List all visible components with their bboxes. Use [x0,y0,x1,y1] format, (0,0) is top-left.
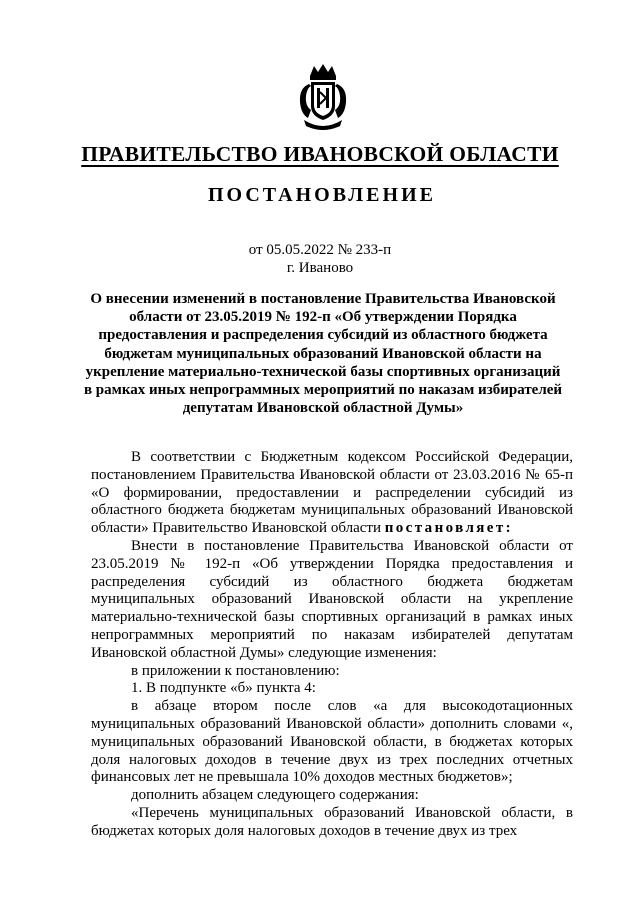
preamble-paragraph [91,449,573,538]
document-city: г. Иваново [286,260,354,276]
organization-title: ПРАВИТЕЛЬСТВО ИВАНОВСКОЙ ОБЛАСТИ [81,142,559,166]
paragraph-list: «Перечень муниципальных образований Ивановской области, в бюджетах которых доля налоговых доходов в течение двух из трех [91,804,573,839]
document-type: ПОСТАНОВЛЕНИЕ [208,184,436,206]
coat-of-arms-icon [296,62,350,132]
document-subject: О внесении изменений в постановление Правительства Ивановской области от 23.05.2019 № 192-п «Об утверждении Порядка предоставления и распределения субсидий из областного бюджета бюджетам муниципальных образований Ивановской области на укрепление материально-технической базы спортивных организаций в рамках иных непрограммных мероприятий по наказам избирателей депутатам Ивановской областной Думы» [83,291,563,417]
document-body [91,449,573,841]
paragraph-amendment: Внести в постановление Правительства Ивановской области от 23.05.2019 № 192-п «Об утверждении Порядка предоставления и распределения субсидий из областного бюджета бюджетам муниципальных образований Ивановской области на укрепление материально-технической базы спортивных организаций в рамках иных непрограммных мероприятий по наказам избирателей депутатам Ивановской областной Думы» следующие изменения: [91,537,573,661]
document-date-number: от 05.05.2022 № 233-п [248,242,392,258]
resolves-word: постановляет: [384,520,514,537]
preamble-text: В соответствии с Бюджетным кодексом Российской Федерации, постановлением Правительства Ивановской области от 23.03.2016 № 65-п «О формировании, предоставлении и распределении субсидий из областного бюджета бюджетам муниципальных образований Ивановской области» Правительство Ивановской области [91,449,573,537]
paragraph-appendix: в приложении к постановлению: [131,662,340,679]
paragraph-second-para: в абзаце втором после слов «а для высокодотационных муниципальных образований Ивановской области» дополнить словами «, муниципальных образований Ивановской области, в бюджетах которых доля налоговых доходов в течение двух из трех последних отчетных финансовых лет не превышала 10% доходов местных бюджетов»; [91,698,573,786]
paragraph-subitem: 1. В подпункте «б» пункта 4: [131,680,316,697]
paragraph-add-para: дополнить абзацем следующего содержания: [131,787,419,804]
